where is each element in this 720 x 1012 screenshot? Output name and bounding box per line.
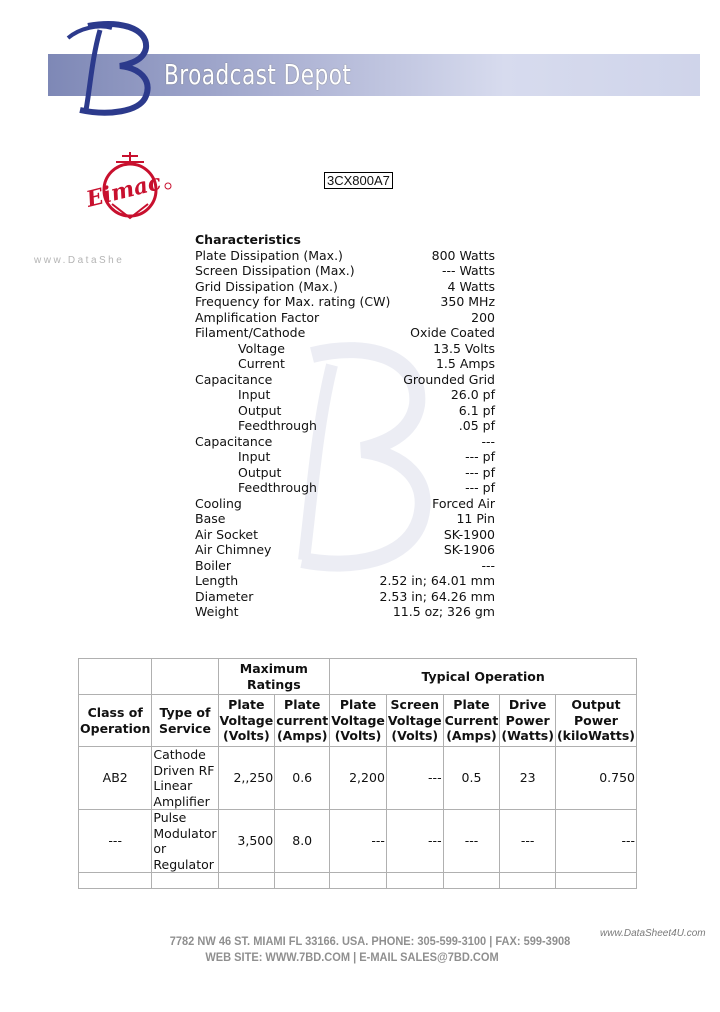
- max-ratings-header: Maximum Ratings: [218, 659, 330, 695]
- characteristic-value: 200: [471, 309, 495, 325]
- characteristic-label: Input: [238, 449, 271, 464]
- brand-title: Broadcast Depot: [164, 58, 352, 91]
- characteristic-row: [195, 279, 495, 295]
- table-cell: AB2: [79, 747, 152, 810]
- typical-operation-header: Typical Operation: [330, 659, 637, 695]
- table-cell: Cathode Driven RF Linear Amplifier: [152, 747, 218, 810]
- characteristic-label: Capacitance: [195, 433, 273, 449]
- characteristic-value: SK-1900: [443, 526, 495, 542]
- column-header: Plate current (Amps): [275, 695, 330, 747]
- characteristic-value: ---: [481, 433, 495, 449]
- characteristic-label: Output: [238, 402, 282, 418]
- characteristic-row: [195, 496, 495, 512]
- characteristic-label: Feedthrough: [238, 418, 317, 433]
- footer-address: 7782 NW 46 ST. MIAMI FL 33166. USA. PHONE: 305-599-3100 | FAX: 599-3908: [169, 934, 571, 948]
- characteristic-row: [195, 465, 495, 481]
- characteristic-row: [195, 263, 495, 279]
- table-cell: ---: [555, 810, 636, 873]
- characteristic-row: [195, 542, 495, 558]
- characteristic-label: Base: [195, 511, 226, 526]
- column-header: Plate Voltage (Volts): [218, 695, 275, 747]
- characteristic-row: [195, 248, 495, 264]
- characteristic-row: [195, 341, 495, 357]
- characteristic-row: [195, 294, 495, 310]
- table-cell: 8.0: [275, 810, 330, 873]
- characteristic-value: 2.53 in; 64.26 mm: [379, 588, 495, 604]
- characteristic-label: Input: [238, 387, 271, 402]
- table-cell: 0.750: [555, 747, 636, 810]
- characteristic-row: [195, 604, 495, 620]
- characteristic-row: [195, 418, 495, 434]
- characteristic-row: [195, 325, 495, 341]
- column-header: Type of Service: [152, 695, 218, 747]
- characteristic-label: Air Chimney: [195, 542, 272, 557]
- characteristic-value: ---: [481, 557, 495, 573]
- characteristic-value: --- Watts: [441, 263, 495, 278]
- characteristic-row: [195, 372, 495, 388]
- characteristic-value: 13.5 Volts: [433, 340, 495, 356]
- characteristic-label: Length: [195, 573, 239, 588]
- characteristic-value: 26.0 pf: [450, 387, 495, 402]
- characteristic-label: Boiler: [195, 557, 231, 573]
- eimac-logo-icon: [84, 148, 176, 228]
- table-cell: ---: [79, 810, 152, 873]
- characteristic-value: 11 Pin: [456, 511, 495, 526]
- characteristic-value: 11.5 oz; 326 gm: [392, 604, 495, 619]
- characteristic-label: Capacitance: [195, 371, 273, 387]
- characteristic-row: [195, 558, 495, 574]
- characteristic-label: Output: [238, 464, 282, 480]
- characteristic-label: Current: [238, 356, 285, 371]
- characteristic-value: Oxide Coated: [410, 325, 495, 340]
- characteristic-value: 1.5 Amps: [435, 356, 495, 371]
- table-cell: ---: [386, 747, 443, 810]
- characteristic-row: [195, 434, 495, 450]
- characteristic-label: Frequency for Max. rating (CW): [195, 294, 391, 309]
- table-cell: ---: [330, 810, 387, 873]
- column-header: Plate Voltage (Volts): [330, 695, 387, 747]
- characteristic-label: Voltage: [238, 340, 285, 356]
- characteristic-row: [195, 480, 495, 496]
- characteristic-value: 6.1 pf: [458, 402, 495, 418]
- table-cell: 2,,250: [218, 747, 275, 810]
- characteristic-value: 350 MHz: [440, 294, 495, 309]
- characteristic-value: SK-1906: [443, 542, 495, 557]
- characteristic-row: [195, 589, 495, 605]
- characteristic-value: .05 pf: [458, 418, 495, 433]
- table-cell: ---: [386, 810, 443, 873]
- characteristic-label: Amplification Factor: [195, 309, 320, 325]
- table-cell: 3,500: [218, 810, 275, 873]
- characteristic-label: Grid Dissipation (Max.): [195, 278, 338, 294]
- bd-logo-icon: [60, 18, 160, 118]
- characteristic-row: [195, 310, 495, 326]
- characteristic-value: Forced Air: [432, 495, 495, 511]
- characteristic-value: Grounded Grid: [403, 371, 495, 387]
- table-row: [79, 810, 637, 873]
- table-cell: 2,200: [330, 747, 387, 810]
- table-cell: ---: [443, 810, 500, 873]
- characteristic-label: Diameter: [195, 588, 254, 604]
- column-header: Drive Power (Watts): [500, 695, 556, 747]
- table-cell: ---: [500, 810, 556, 873]
- characteristic-label: Feedthrough: [238, 480, 317, 495]
- characteristic-label: Plate Dissipation (Max.): [195, 247, 343, 263]
- characteristic-row: [195, 387, 495, 403]
- characteristic-label: Weight: [195, 604, 239, 619]
- characteristics-section: [195, 232, 495, 620]
- table-row: [79, 747, 637, 810]
- table-cell: 23: [500, 747, 556, 810]
- characteristic-row: [195, 573, 495, 589]
- characteristic-value: --- pf: [465, 449, 495, 464]
- column-header: Class of Operation: [79, 695, 152, 747]
- table-corner-cell: [79, 659, 152, 695]
- watermark-text: www.DataShe: [34, 255, 125, 266]
- characteristic-row: [195, 449, 495, 465]
- characteristic-label: Air Socket: [195, 526, 258, 542]
- svg-text:Eimac: Eimac: [84, 169, 164, 213]
- characteristic-row: [195, 356, 495, 372]
- column-header: Plate Current (Amps): [443, 695, 500, 747]
- column-header: Screen Voltage (Volts): [386, 695, 443, 747]
- column-header: Output Power (kiloWatts): [555, 695, 636, 747]
- table-cell: Pulse Modulator or Regulator: [153, 810, 217, 872]
- characteristic-value: 4 Watts: [447, 278, 495, 294]
- operations-table: [78, 658, 637, 889]
- characteristic-row: [195, 403, 495, 419]
- table-cell: 0.5: [443, 747, 500, 810]
- characteristic-value: 2.52 in; 64.01 mm: [379, 573, 495, 588]
- characteristic-label: Screen Dissipation (Max.): [195, 263, 355, 278]
- characteristic-value: --- pf: [465, 464, 495, 480]
- characteristic-value: 800 Watts: [431, 247, 495, 263]
- characteristic-row: [195, 511, 495, 527]
- characteristic-label: Filament/Cathode: [195, 325, 306, 340]
- part-number: 3CX800A7: [324, 172, 393, 189]
- table-corner-cell: [152, 659, 218, 695]
- table-cell: 0.6: [275, 747, 330, 810]
- datasheet-watermark: www.DataSheet4U.com: [600, 928, 706, 939]
- characteristic-row: [195, 527, 495, 543]
- characteristic-label: Cooling: [195, 495, 242, 511]
- characteristic-value: --- pf: [465, 480, 495, 495]
- characteristics-title: Characteristics: [195, 232, 301, 247]
- footer-web: WEB SITE: WWW.7BD.COM | E-MAIL SALES@7BD.COM: [205, 950, 499, 964]
